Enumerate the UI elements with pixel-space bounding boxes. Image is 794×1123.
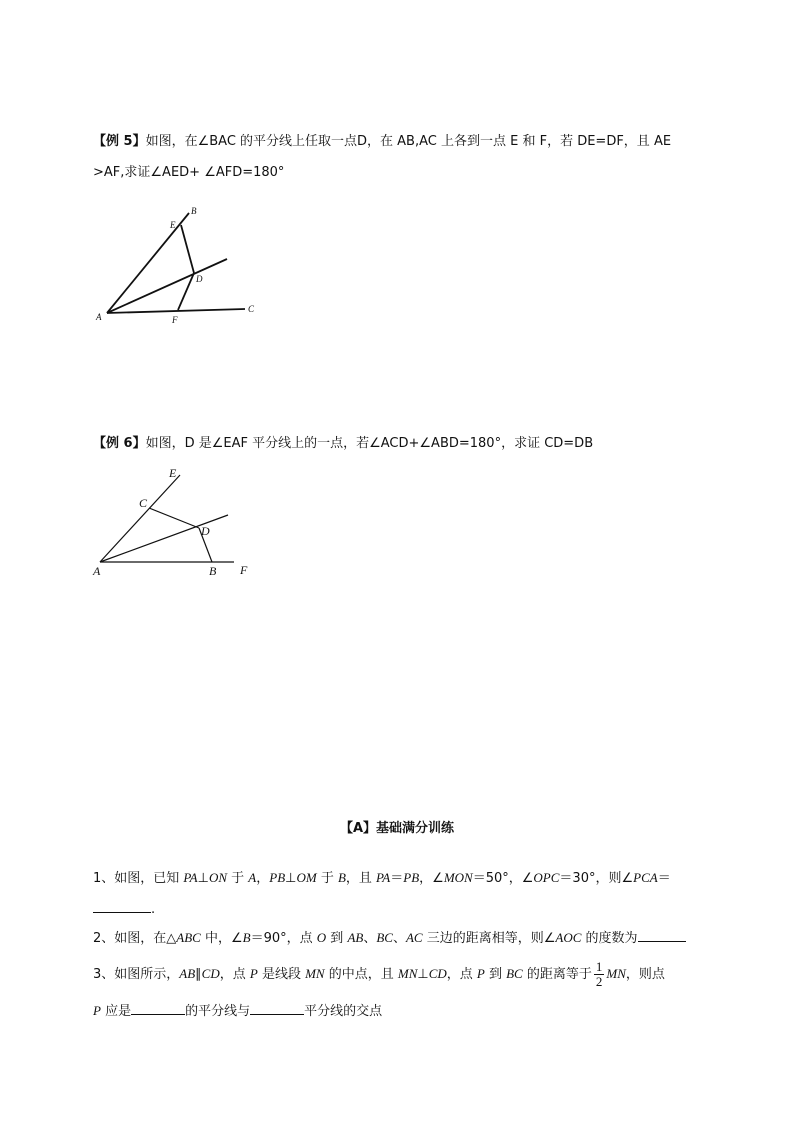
- q2-text: 、: [363, 931, 377, 946]
- q3-answer-blank-1[interactable]: [131, 1000, 185, 1015]
- q2-text: 的度数为: [581, 931, 638, 946]
- q3-var: MN: [305, 966, 325, 981]
- q2-text: 三边的距离相等，则∠: [422, 931, 556, 946]
- example5-line1: [93, 132, 671, 152]
- q3-text: 是线段: [257, 967, 306, 982]
- q3-var: MN: [606, 966, 626, 981]
- q1-var: PB: [269, 870, 286, 885]
- q3-var: CD: [428, 966, 447, 981]
- q1-var: PCA: [633, 870, 658, 885]
- q1-text: ＝30°，则∠: [559, 871, 634, 886]
- label-d: D: [196, 274, 203, 284]
- question-1-line1: [93, 868, 671, 889]
- q3-sym: ⊥: [417, 967, 429, 982]
- label-c: C: [248, 304, 255, 314]
- one-half-fraction: [594, 960, 605, 989]
- q2-text: 中，∠: [200, 931, 243, 946]
- q3-var: P: [93, 1003, 101, 1018]
- q3-text: ，点: [219, 967, 250, 982]
- ray-ab: [107, 213, 189, 313]
- q1-text: ，: [256, 871, 270, 886]
- example6-text: 如图，D 是∠EAF 平分线上的一点，若∠ACD+∠ABD=180°，求证 CD=DB: [145, 436, 594, 451]
- q1-text: 1、如图，已知: [93, 871, 184, 886]
- q3-text: 的距离等于: [522, 967, 592, 982]
- segment-ed: [181, 225, 194, 273]
- label-d: D: [201, 524, 210, 538]
- q1-sym: ⊥: [285, 871, 297, 886]
- q2-var: BC: [376, 930, 393, 945]
- q3-text: 平分线的交点: [304, 1004, 383, 1019]
- q1-text: 于: [227, 871, 249, 886]
- q3-var: BC: [506, 966, 523, 981]
- example5-text-1: 如图，在∠BAC 的平分线上任取一点D，在 AB,AC 上各到一点 E 和 F，若 DE=DF，且 AE: [145, 134, 672, 149]
- q3-text: 应是: [100, 1004, 132, 1019]
- q3-var: P: [476, 966, 485, 981]
- q1-var: OPC: [533, 870, 560, 885]
- example6-line: [93, 434, 593, 454]
- label-a: A: [96, 312, 102, 322]
- q2-text: 、: [392, 931, 406, 946]
- q2-var: AC: [405, 930, 423, 945]
- q2-var: AOC: [555, 930, 582, 945]
- q1-text: ＝: [657, 871, 671, 886]
- q3-text: ，点: [446, 967, 477, 982]
- q3-text: ，则点: [625, 967, 665, 982]
- q1-text: ＝: [390, 871, 404, 886]
- q3-text: 到: [484, 967, 507, 982]
- example6-figure: [88, 460, 263, 585]
- label-e: E: [169, 466, 177, 480]
- example5-figure: [90, 200, 270, 330]
- example5-label: 【例 5】: [93, 134, 146, 149]
- ray-ae: [100, 475, 180, 562]
- q1-text: ＝50°，∠: [472, 871, 534, 886]
- segment-df: [178, 273, 194, 310]
- q2-var: AB: [347, 930, 364, 945]
- question-3-line2: [93, 1000, 382, 1022]
- fraction-numerator: 1: [595, 959, 603, 974]
- q1-var: PA: [376, 870, 391, 885]
- label-e: E: [170, 220, 176, 230]
- label-a: A: [93, 564, 101, 578]
- label-b: B: [209, 564, 217, 578]
- q1-var: OM: [296, 870, 317, 885]
- q1-var: PA: [183, 870, 198, 885]
- q3-text: 的中点，且: [324, 967, 398, 982]
- q2-text: 2、如图，在△: [93, 931, 177, 946]
- q2-text: ＝90°，点: [250, 931, 317, 946]
- q1-var: PB: [403, 870, 420, 885]
- q3-sym: ∥: [195, 967, 202, 982]
- q3-var: AB: [179, 966, 196, 981]
- label-f: F: [240, 563, 248, 577]
- q3-answer-blank-2[interactable]: [250, 1000, 304, 1015]
- question-3-line1: [93, 960, 665, 989]
- q1-var: A: [248, 870, 257, 885]
- q1-text: ，∠: [419, 871, 444, 886]
- q1-answer-blank[interactable]: [93, 898, 151, 913]
- q1-sym: ⊥: [197, 871, 209, 886]
- q1-period: .: [151, 902, 156, 917]
- bisector-ad: [107, 259, 227, 313]
- q3-text: 3、如图所示，: [93, 967, 180, 982]
- q1-var: B: [337, 870, 346, 885]
- fraction-denominator: 2: [595, 974, 603, 989]
- label-c: C: [139, 496, 148, 510]
- q2-text: 到: [326, 931, 348, 946]
- q2-answer-blank[interactable]: [638, 927, 686, 942]
- q1-text: ，且: [345, 871, 377, 886]
- q1-var: MON: [443, 870, 473, 885]
- q1-var: ON: [208, 870, 228, 885]
- q3-var: P: [249, 966, 258, 981]
- q2-var: O: [316, 930, 327, 945]
- q2-var: ABC: [176, 930, 201, 945]
- segment-cd: [149, 508, 199, 528]
- example5-line2: >AF,求证∠AED+ ∠AFD=180°: [93, 165, 285, 180]
- section-title: 【A】基础满分训练: [339, 821, 455, 836]
- q3-var: MN: [397, 966, 418, 981]
- q1-text: 于: [316, 871, 338, 886]
- q2-var: B: [242, 930, 251, 945]
- question-1-line2: [93, 898, 155, 920]
- ray-ac: [107, 309, 245, 313]
- label-f: F: [172, 315, 178, 325]
- q3-text: 的平分线与: [185, 1004, 251, 1019]
- q3-var: CD: [201, 966, 220, 981]
- example6-label: 【例 6】: [93, 436, 146, 451]
- label-b: B: [191, 206, 197, 216]
- question-2: [93, 927, 686, 949]
